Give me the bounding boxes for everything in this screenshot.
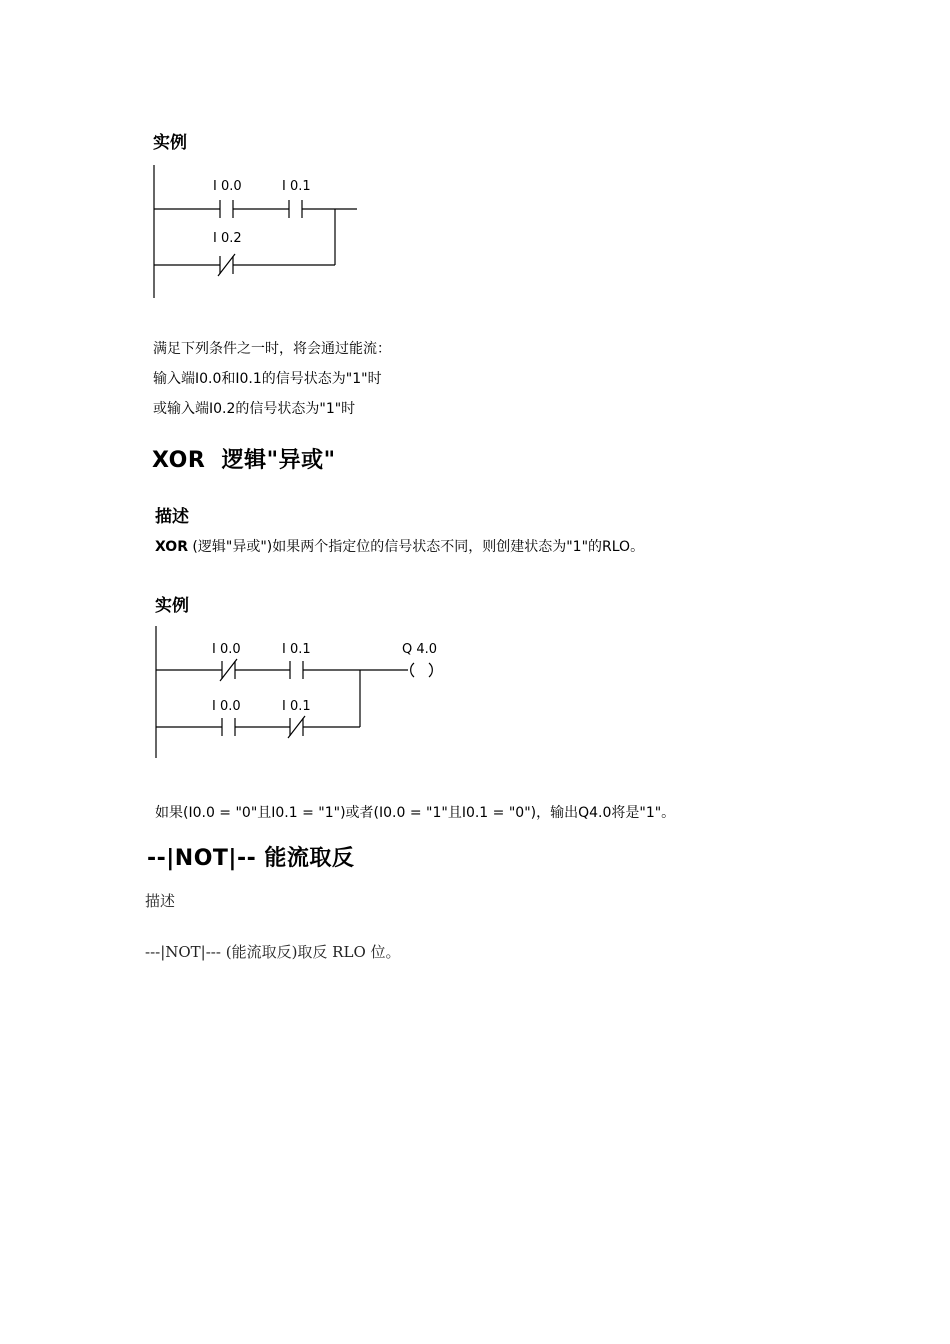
- not-title: --|NOT|-- 能流取反: [147, 846, 355, 871]
- xor-example-note: 如果(I0.0 = "0"且I0.1 = "1")或者(I0.0 = "1"且I0.1 = "0")，输出Q4.0将是"1"。: [155, 805, 676, 821]
- or-condition-line-3: 或输入端I0.2的信号状态为"1"时: [153, 401, 356, 417]
- xor-desc-heading: 描述: [155, 507, 189, 527]
- contact-label-i01: I 0.1: [282, 179, 311, 194]
- xor-keyword: XOR: [155, 539, 188, 555]
- ladder-diagram-or: [140, 160, 380, 305]
- contact-label-row1-i01: I 0.1: [282, 642, 311, 657]
- example-heading-2: 实例: [155, 596, 189, 616]
- contact-label-i02: I 0.2: [213, 231, 242, 246]
- xor-desc-text: (逻辑"异或")如果两个指定位的信号状态不同，则创建状态为"1"的RLO。: [187, 539, 645, 555]
- contact-label-row2-i00: I 0.0: [212, 699, 241, 714]
- or-condition-line-1: 满足下列条件之一时，将会通过能流：: [153, 341, 391, 357]
- contact-label-row1-i00: I 0.0: [212, 642, 241, 657]
- xor-title: XOR 逻辑"异或": [152, 448, 336, 473]
- not-description: ---|NOT|--- (能流取反)取反 RLO 位。: [145, 943, 401, 961]
- contact-label-i00: I 0.0: [213, 179, 242, 194]
- example-heading-1: 实例: [153, 133, 187, 153]
- ladder-diagram-xor: [140, 622, 460, 767]
- not-desc-heading: 描述: [145, 892, 176, 910]
- or-condition-line-2: 输入端I0.0和I0.1的信号状态为"1"时: [153, 371, 382, 387]
- contact-label-row2-i01: I 0.1: [282, 699, 311, 714]
- xor-description: [155, 536, 644, 556]
- coil-label-q40: Q 4.0: [402, 642, 438, 657]
